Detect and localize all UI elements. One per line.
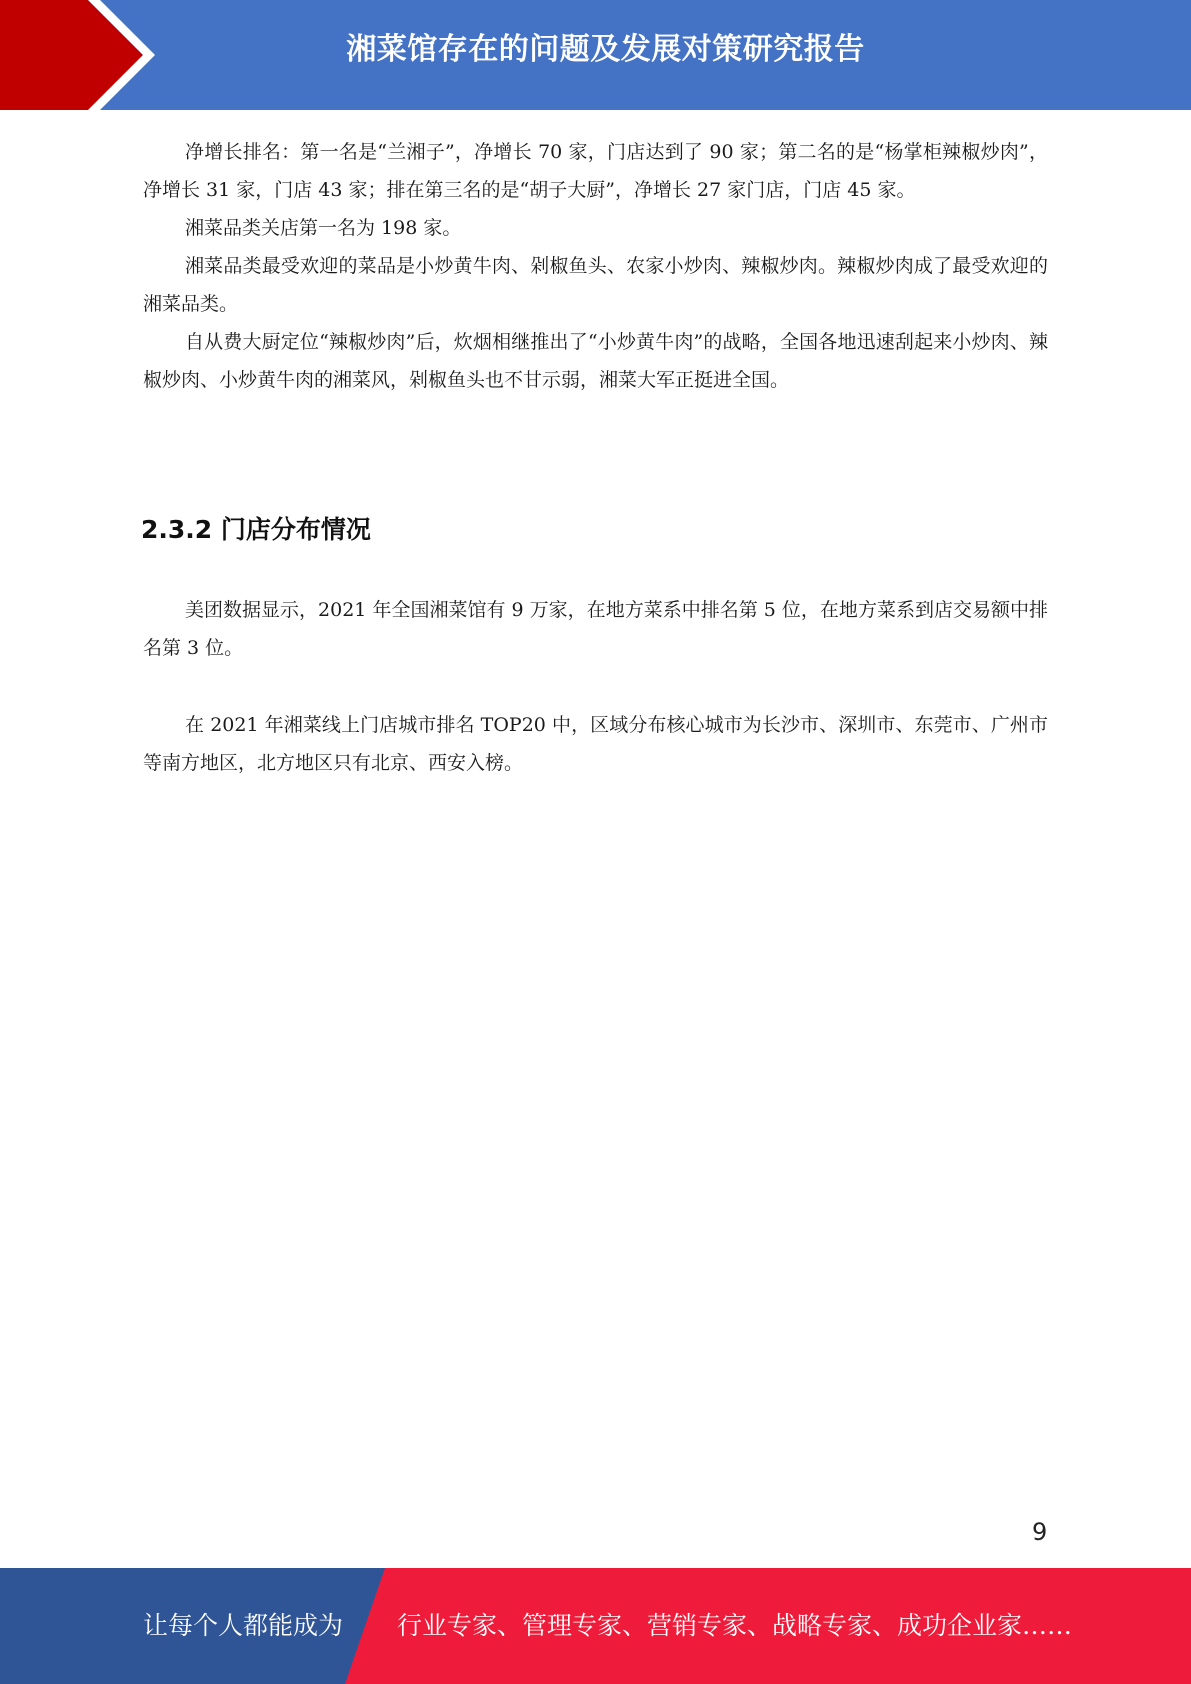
footer-slogan-right: 行业专家、管理专家、营销专家、战略专家、成功企业家…… <box>397 1611 1073 1640</box>
page-number: 9 <box>1032 1518 1048 1546</box>
body-text-block <box>143 133 1048 399</box>
paragraph-city-ranking: 在 2021 年湘菜线上门店城市排名 TOP20 中，区域分布核心城市为长沙市、深圳市、东莞市、广州市等南方地区，北方地区只有北京、西安入榜。 <box>143 714 1048 774</box>
page-header <box>0 0 1191 110</box>
paragraph-store-closures: 湘菜品类关店第一名为 198 家。 <box>185 217 462 239</box>
paragraph-net-growth-ranking: 净增长排名：第一名是“兰湘子”，净增长 70 家，门店达到了 90 家；第二名的是“杨掌柜辣椒炒肉”，净增长 31 家，门店 43 家；排在第三名的是“胡子大厨”，净增长 27 家门店，门店 45 家。 <box>143 141 1048 201</box>
footer-slogan-left: 让每个人都能成为 <box>143 1611 344 1640</box>
paragraph-chili-pork-trend: 自从费大厨定位“辣椒炒肉”后，炊烟相继推出了“小炒黄牛肉”的战略，全国各地迅速刮起来小炒肉、辣椒炒肉、小炒黄牛肉的湘菜风，剁椒鱼头也不甘示弱，湘菜大军正挺进全国。 <box>143 331 1048 391</box>
paragraph-popular-dishes: 湘菜品类最受欢迎的菜品是小炒黄牛肉、剁椒鱼头、农家小炒肉、辣椒炒肉。辣椒炒肉成了最受欢迎的湘菜品类。 <box>143 255 1048 315</box>
section-heading: 2.3.2 门店分布情况 <box>141 515 371 544</box>
paragraph-meituan-data: 美团数据显示，2021 年全国湘菜馆有 9 万家，在地方菜系中排名第 5 位，在地方菜系到店交易额中排名第 3 位。 <box>143 599 1048 659</box>
report-title: 湘菜馆存在的问题及发展对策研究报告 <box>346 32 865 67</box>
page-footer <box>0 1568 1191 1684</box>
section-text-block-2 <box>143 706 1048 782</box>
section-text-block-1 <box>143 591 1048 667</box>
